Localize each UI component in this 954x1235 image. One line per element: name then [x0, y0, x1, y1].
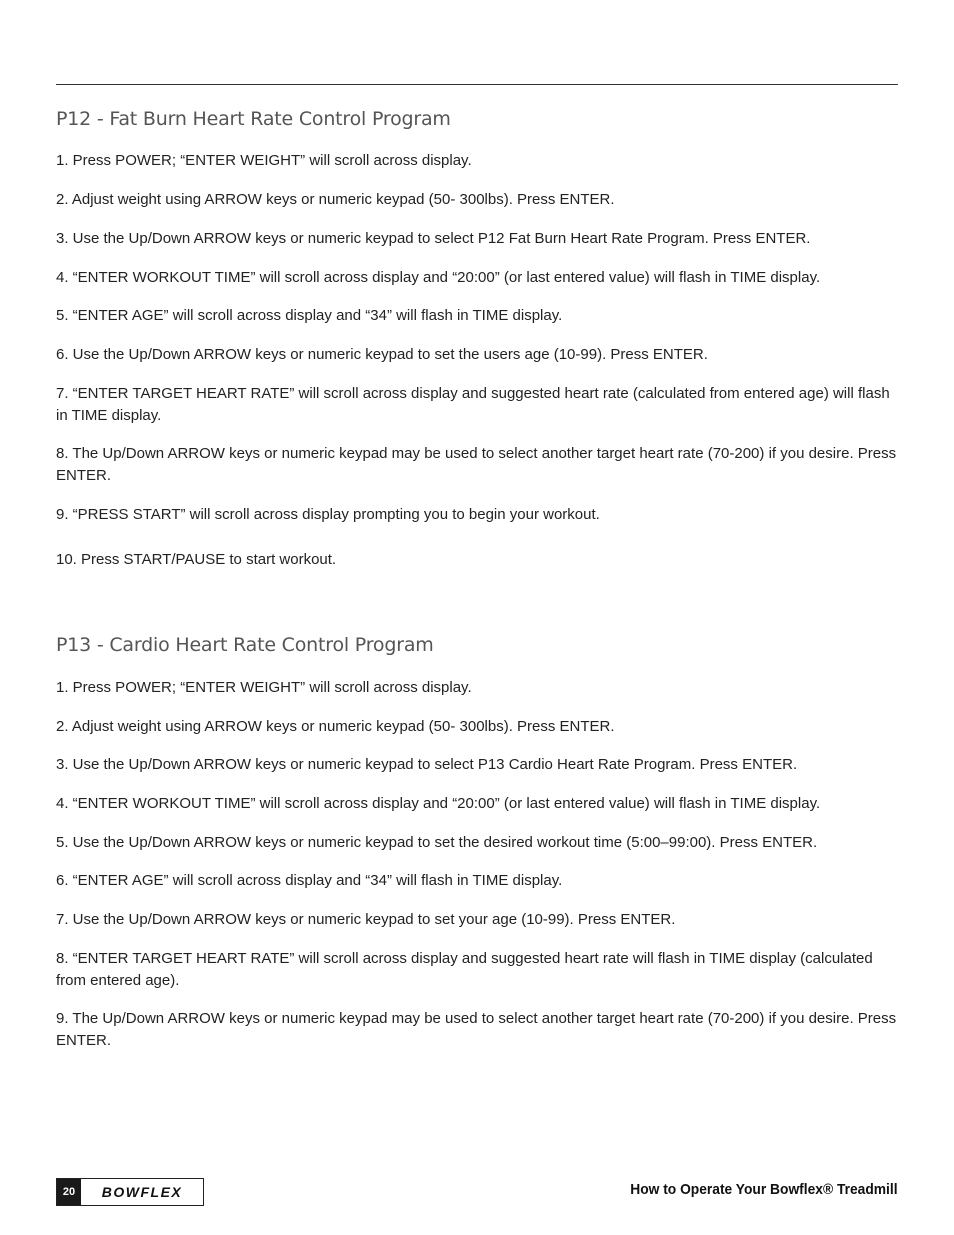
bowflex-logo: BOWFLEX [101, 1184, 183, 1200]
list-item: 3. Use the Up/Down ARROW keys or numeric keypad to select P12 Fat Burn Heart Rate Program. Press ENTER. [56, 230, 811, 247]
list-item: 3. Use the Up/Down ARROW keys or numeric keypad to select P13 Cardio Heart Rate Program. Press ENTER. [56, 756, 798, 773]
list-item: 4. “ENTER WORKOUT TIME” will scroll across display and “20:00” (or last entered value) will flash in TIME display. [56, 795, 821, 812]
list-item: 10. Press START/PAUSE to start workout. [56, 551, 337, 568]
list-item: 5. “ENTER AGE” will scroll across display and “34” will flash in TIME display. [56, 307, 563, 324]
section-p13 [56, 634, 898, 1049]
top-divider [56, 84, 898, 85]
list-item: 4. “ENTER WORKOUT TIME” will scroll across display and “20:00” (or last entered value) will flash in TIME display. [56, 269, 821, 286]
list-item: 1. Press POWER; “ENTER WEIGHT” will scroll across display. [56, 152, 472, 169]
list-item: 7. “ENTER TARGET HEART RATE” will scroll across display and suggested heart rate (calculated from entered age) will flash in TIME display. [56, 385, 890, 424]
footer-badge [56, 1178, 204, 1206]
list-item: 7. Use the Up/Down ARROW keys or numeric keypad to set your age (10-99). Press ENTER. [56, 911, 676, 928]
section-p12 [56, 108, 898, 568]
list-item: 2. Adjust weight using ARROW keys or numeric keypad (50- 300lbs). Press ENTER. [56, 191, 615, 208]
list-item: 9. The Up/Down ARROW keys or numeric keypad may be used to select another target heart rate (70-200) if you desire. Press ENTER. [56, 1010, 897, 1049]
list-item: 8. “ENTER TARGET HEART RATE” will scroll across display and suggested heart rate will flash in TIME display (calculated from entered age). [56, 950, 873, 989]
list-item: 2. Adjust weight using ARROW keys or numeric keypad (50- 300lbs). Press ENTER. [56, 718, 615, 735]
footer-title: How to Operate Your Bowflex® Treadmill [630, 1181, 898, 1198]
section-title: P13 - Cardio Heart Rate Control Program [56, 634, 434, 656]
list-item: 5. Use the Up/Down ARROW keys or numeric keypad to set the desired workout time (5:00–99:00). Press ENTER. [56, 834, 818, 851]
list-item: 9. “PRESS START” will scroll across display prompting you to begin your workout. [56, 506, 600, 523]
list-item: 1. Press POWER; “ENTER WEIGHT” will scroll across display. [56, 679, 472, 696]
list-item: 6. “ENTER AGE” will scroll across display and “34” will flash in TIME display. [56, 872, 563, 889]
list-item: 6. Use the Up/Down ARROW keys or numeric keypad to set the users age (10-99). Press ENTER. [56, 346, 708, 363]
list-item: 8. The Up/Down ARROW keys or numeric keypad may be used to select another target heart rate (70-200) if you desire. Press ENTER. [56, 445, 897, 484]
section-title: P12 - Fat Burn Heart Rate Control Program [56, 108, 451, 130]
page-number: 20 [57, 1179, 81, 1205]
